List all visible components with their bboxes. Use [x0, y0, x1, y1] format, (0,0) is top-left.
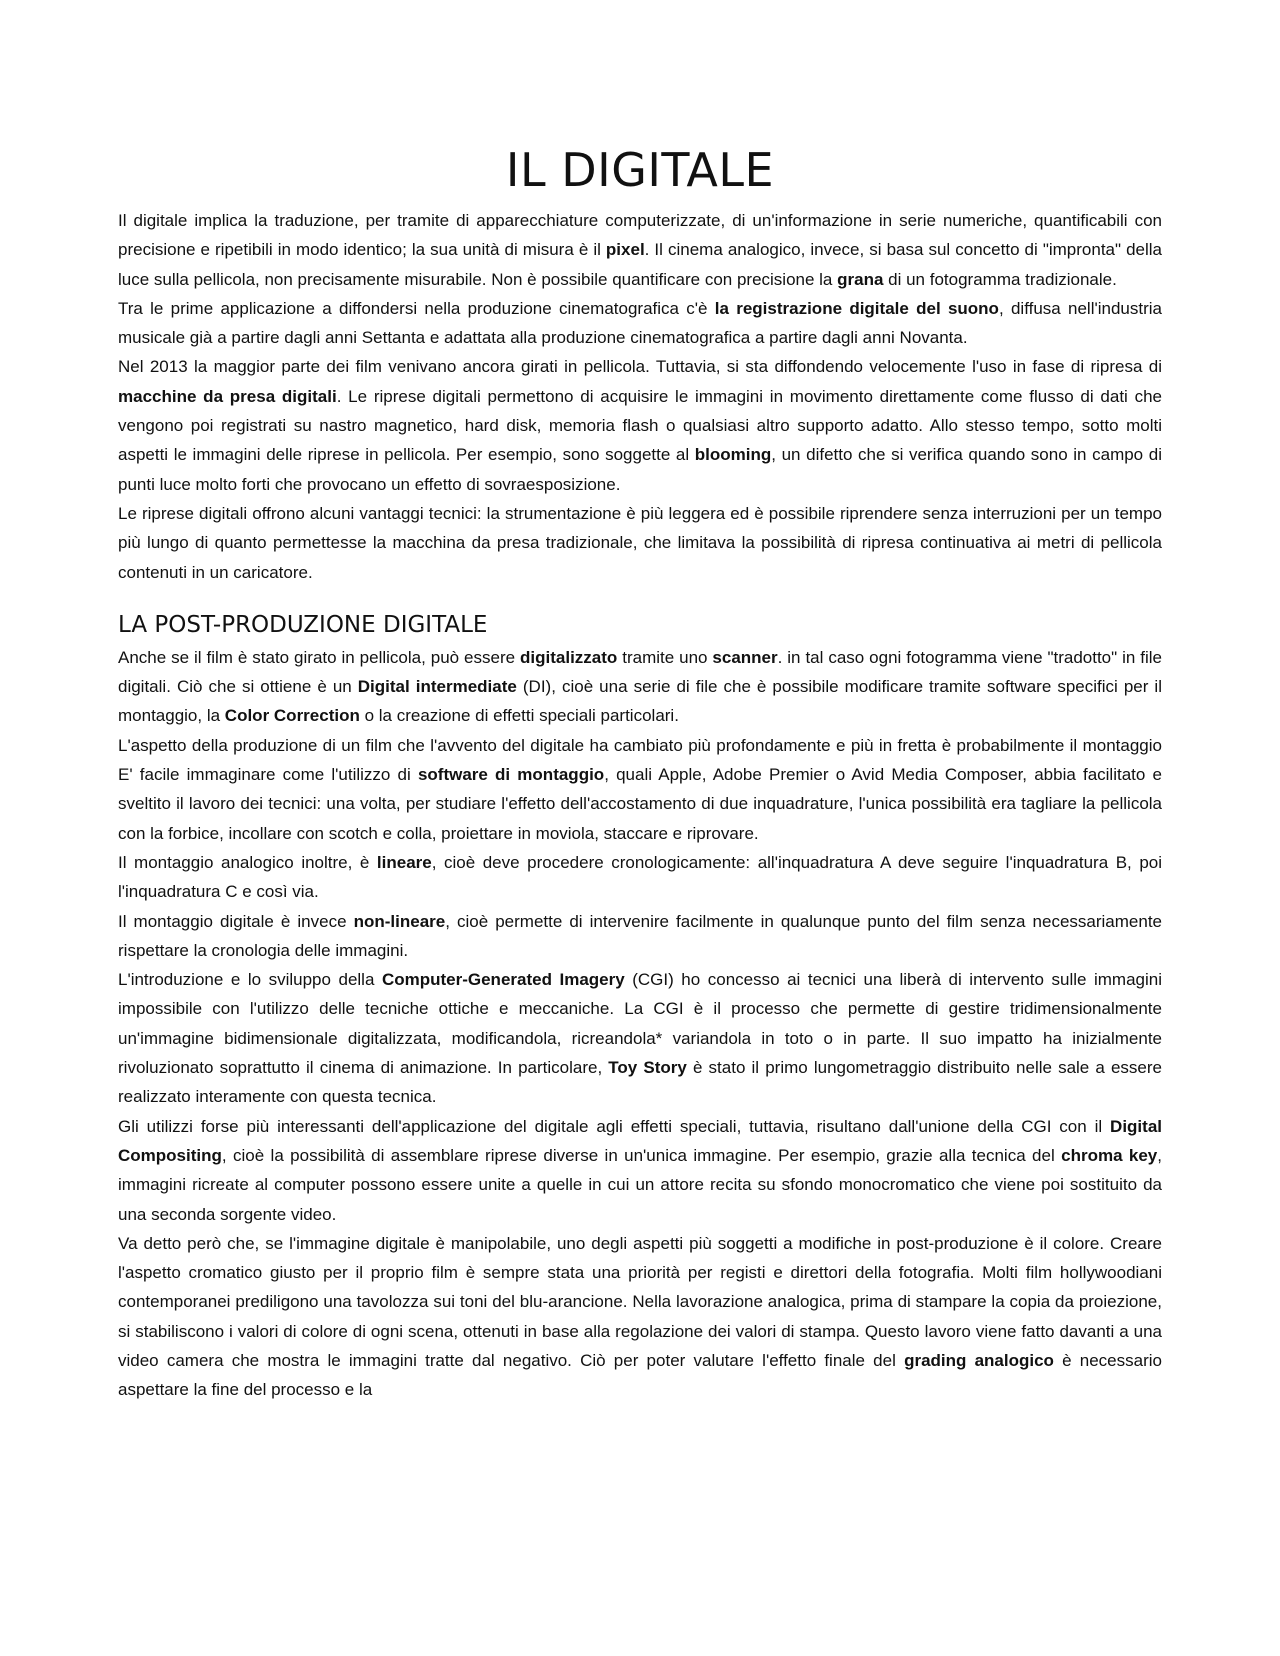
paragraph: Va detto però che, se l'immagine digitale è manipolabile, uno degli aspetti più soggetti a modifiche in post-produzione è il colore. Creare l'aspetto cromatico giusto per il proprio film è sempre stata una priorità per registi e direttori della fotografia. Molti film hollywoodiani contemporanei prediligono una tavolozza sui toni del blu-arancione. Nella lavorazione analogica, prima di stampare la copia da proiezione, si stabiliscono i valori di colore di ogni scena, ottenuti in base alla regolazione dei valori di stampa. Questo lavoro viene fatto davanti a una video camera che mostra le immagini tratte dal negativo. Ciò per poter valutare l'effetto finale del grading analogico è necessario aspettare la fine del processo e la	[118, 1233, 1162, 1400]
section-intro	[118, 206, 1162, 587]
page-title: IL DIGITALE	[505, 143, 775, 197]
bold-term: blooming	[694, 445, 772, 465]
bold-term: non-lineare	[353, 911, 446, 931]
bold-term: scanner	[712, 647, 778, 667]
bold-term: grana	[837, 269, 884, 289]
paragraph: Anche se il film è stato girato in pellicola, può essere digitalizzato tramite uno scanner. in tal caso ogni fotogramma viene "tradotto" in file digitali. Ciò che si ottiene è un Digital intermediate (DI), cioè una serie di file che è possibile modificare tramite software specifici per il montaggio, la Color Correction o la creazione di effetti speciali particolari.	[118, 647, 1162, 726]
bold-term: lineare	[376, 852, 432, 872]
bold-term: Digital Compositing	[118, 1116, 1162, 1165]
bold-term: chroma key	[1061, 1145, 1158, 1165]
paragraph: L'introduzione e lo sviluppo della Computer-Generated Imagery (CGI) ho concesso ai tecnici una liberà di intervento sulle immagini impossibile con l'utilizzo delle tecniche ottiche e meccaniche. La CGI è il processo che permette di gestire tridimensionalmente un'immagine bidimensionale digitalizzata, modificandola, ricreandola* variandola in toto o in parte. Il suo impatto ha inizialmente rivoluzionato soprattutto il cinema di animazione. In particolare, Toy Story è stato il primo lungometraggio distribuito nelle sale a essere realizzato interamente con questa tecnica.	[118, 970, 1162, 1107]
section-heading: LA POST-PRODUZIONE DIGITALE	[118, 611, 488, 638]
section-post-production	[118, 643, 1162, 1405]
bold-term: macchine da presa digitali	[118, 386, 337, 406]
bold-term: grading analogico	[904, 1350, 1054, 1370]
paragraph: Il montaggio digitale è invece non-lineare, cioè permette di intervenire facilmente in qualunque punto del film senza necessariamente rispettare la cronologia delle immagini.	[118, 911, 1162, 960]
bold-term: la registrazione digitale del suono	[714, 298, 999, 318]
bold-term: digitalizzato	[520, 647, 618, 667]
paragraph: Gli utilizzi forse più interessanti dell'applicazione del digitale agli effetti speciali, tuttavia, risultano dall'unione della CGI con il Digital Compositing, cioè la possibilità di assemblare riprese diverse in un'unica immagine. Per esempio, grazie alla tecnica del chroma key, immagini ricreate al computer possono essere unite a quelle in cui un attore recita su sfondo monocromatico che viene poi sostituito da una seconda sorgente video.	[118, 1116, 1162, 1224]
bold-term: Color Correction	[224, 706, 360, 726]
bold-term: pixel	[605, 240, 645, 260]
bold-term: Toy Story	[608, 1058, 687, 1078]
paragraph: L'aspetto della produzione di un film che l'avvento del digitale ha cambiato più profondamente e più in fretta è probabilmente il montaggio E' facile immaginare come l'utilizzo di software di montaggio, quali Apple, Adobe Premier o Avid Media Composer, abbia facilitato e sveltito il lavoro dei tecnici: una volta, per studiare l'effetto dell'accostamento di due inquadrature, l'unica possibilità era tagliare la pellicola con la forbice, incollare con scotch e colla, proiettare in moviola, staccare e riprovare.	[118, 735, 1162, 843]
bold-term: software di montaggio	[417, 765, 605, 785]
bold-term: Computer-Generated Imagery	[381, 970, 625, 990]
bold-term: Digital intermediate	[357, 677, 517, 697]
paragraph: Le riprese digitali offrono alcuni vantaggi tecnici: la strumentazione è più leggera ed è possibile riprendere senza interruzioni per un tempo più lungo di quanto permettesse la macchina da presa tradizionale, che limitava la possibilità di ripresa continuativa ai metri di pellicola contenuti in un caricatore.	[118, 503, 1162, 582]
paragraph: Il montaggio analogico inoltre, è lineare, cioè deve procedere cronologicamente: all'inquadratura A deve seguire l'inquadratura B, poi l'inquadratura C e così via.	[118, 852, 1163, 902]
paragraph: Nel 2013 la maggior parte dei film venivano ancora girati in pellicola. Tuttavia, si sta diffondendo velocemente l'uso in fase di ripresa di macchine da presa digitali. Le riprese digitali permettono di acquisire le immagini in movimento direttamente come flusso di dati che vengono poi registrati su nastro magnetico, hard disk, memoria flash o qualsiasi altro supporto adatto. Allo stesso tempo, sotto molti aspetti le immagini delle riprese in pellicola. Per esempio, sono soggette al blooming, un difetto che si verifica quando sono in campo di punti luce molto forti che provocano un effetto di sovraesposizione.	[118, 357, 1162, 494]
paragraph: Il digitale implica la traduzione, per tramite di apparecchiature computerizzate, di un'informazione in serie numeriche, quantificabili con precisione e ripetibili in modo identico; la sua unità di misura è il pixel. Il cinema analogico, invece, si basa sul concetto di "impronta" della luce sulla pellicola, non precisamente misurabile. Non è possibile quantificare con precisione la grana di un fotogramma tradizionale.	[118, 211, 1162, 289]
document-page	[118, 140, 1162, 1405]
paragraph: Tra le prime applicazione a diffondersi nella produzione cinematografica c'è la registrazione digitale del suono, diffusa nell'industria musicale già a partire dagli anni Settanta e adattata alla produzione cinematografica a partire dagli anni Novanta.	[118, 298, 1162, 348]
